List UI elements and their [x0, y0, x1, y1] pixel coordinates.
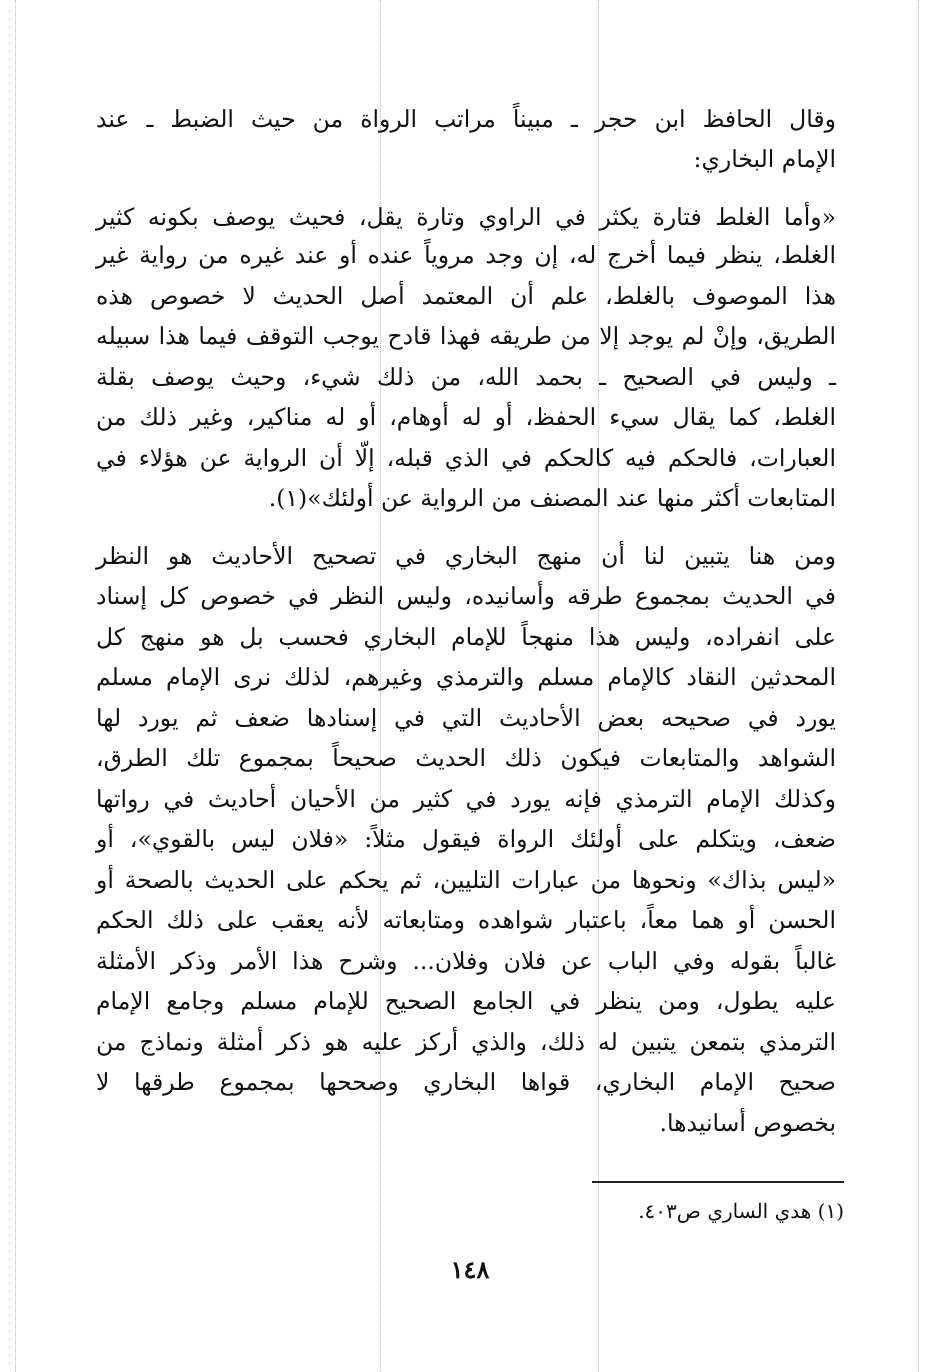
text-line: عليه يطول، ومن ينظر في الجامع الصحيح للإمام مسلم وجامع الإمام	[96, 987, 836, 1015]
page-number: ١٤٨	[450, 1255, 490, 1284]
text-line: على انفراده، وليس هذا منهجاً للإمام البخاري فحسب بل هو منهج كل	[96, 623, 836, 651]
text-line: المحدثين النقاد كالإمام مسلم والترمذي وغيرهم، لذلك نرى الإمام مسلم	[96, 663, 836, 691]
text-line: بخصوص أسانيدها.	[659, 1109, 836, 1137]
text-line: وكذلك الإمام الترمذي فإنه يورد في كثير من الأحيان أحاديث في رواتها	[96, 785, 836, 813]
text-line: الحسن أو هما معاً، باعتبار شواهده ومتابعاته لأنه يعقب على ذلك الحكم	[96, 906, 836, 934]
text-line: يورد في صحيحه بعض الأحاديث التي في إسنادها ضعف ثم يورد لها	[96, 704, 836, 732]
text-line: غالباً بقوله وفي الباب عن فلان وفلان... وشرح هذا الأمر وذكر الأمثلة	[96, 947, 836, 975]
text-line: في الحديث بمجموع طرقه وأسانيده، وليس النظر في خصوص كل إسناد	[96, 582, 836, 610]
text-line: ومن هنا يتبين لنا أن منهج البخاري في تصحيح الأحاديث هو النظر	[96, 542, 836, 570]
text-line: الشواهد والمتابعات فيكون ذلك الحديث صحيحاً بمجموع تلك الطرق،	[96, 744, 836, 772]
scan-artifact-line	[15, 0, 16, 1372]
scan-artifact-line	[918, 0, 919, 1372]
text-line: هذا الموصوف بالغلط، علم أن المعتمد أصل الحديث لا خصوص هذه	[96, 282, 836, 310]
text-line: «وأما الغلط فتارة يكثر في الراوي وتارة يقل، فحيث يوصف بكونه كثير	[96, 203, 836, 231]
text-line: «ليس بذاك» ونحوها من عبارات التليين، ثم يحكم على الحديث بالصحة أو	[96, 866, 836, 894]
text-line: العبارات، فالحكم فيه كالحكم في الذي قبله، إلّا أن الرواية عن هؤلاء في	[96, 444, 836, 472]
text-line: ضعف، ويتكلم على أولئك الرواة فيقول مثلاً: «فلان ليس بالقوي»، أو	[96, 825, 836, 853]
text-line: الترمذي بتمعن يتبين له ذلك، والذي أركز عليه هو ذكر أمثلة ونماذج من	[96, 1028, 836, 1056]
text-line: الغلط، ينظر فيما أخرج له، إن وجد مروياً عنده أو عند غيره من رواية غير	[96, 241, 836, 269]
text-line: الإمام البخاري:	[693, 145, 836, 173]
text-line: الغلط، كما يقال سيء الحفظ، أو له أوهام، أو له مناكير، وغير ذلك من	[96, 403, 836, 431]
text-line: وقال الحافظ ابن حجر ـ مبيناً مراتب الرواة من حيث الضبط ـ عند	[96, 105, 836, 133]
footnote-separator	[592, 1181, 844, 1183]
text-line: الطريق، وإنْ لم يوجد إلا من طريقه فهذا قادح يوجب التوقف فيما هذا سبيله	[96, 322, 836, 350]
footnote: (١) هدي الساري ص٤٠٣.	[638, 1199, 844, 1223]
text-line: صحيح الإمام البخاري، قواها البخاري وصححها بمجموع طرقها لا	[96, 1068, 836, 1096]
text-line: المتابعات أكثر منها عند المصنف من الرواية عن أولئك»(١).	[268, 484, 836, 512]
text-line: ـ وليس في الصحيح ـ بحمد الله، من ذلك شيء، وحيث يوصف بقلة	[96, 363, 836, 391]
